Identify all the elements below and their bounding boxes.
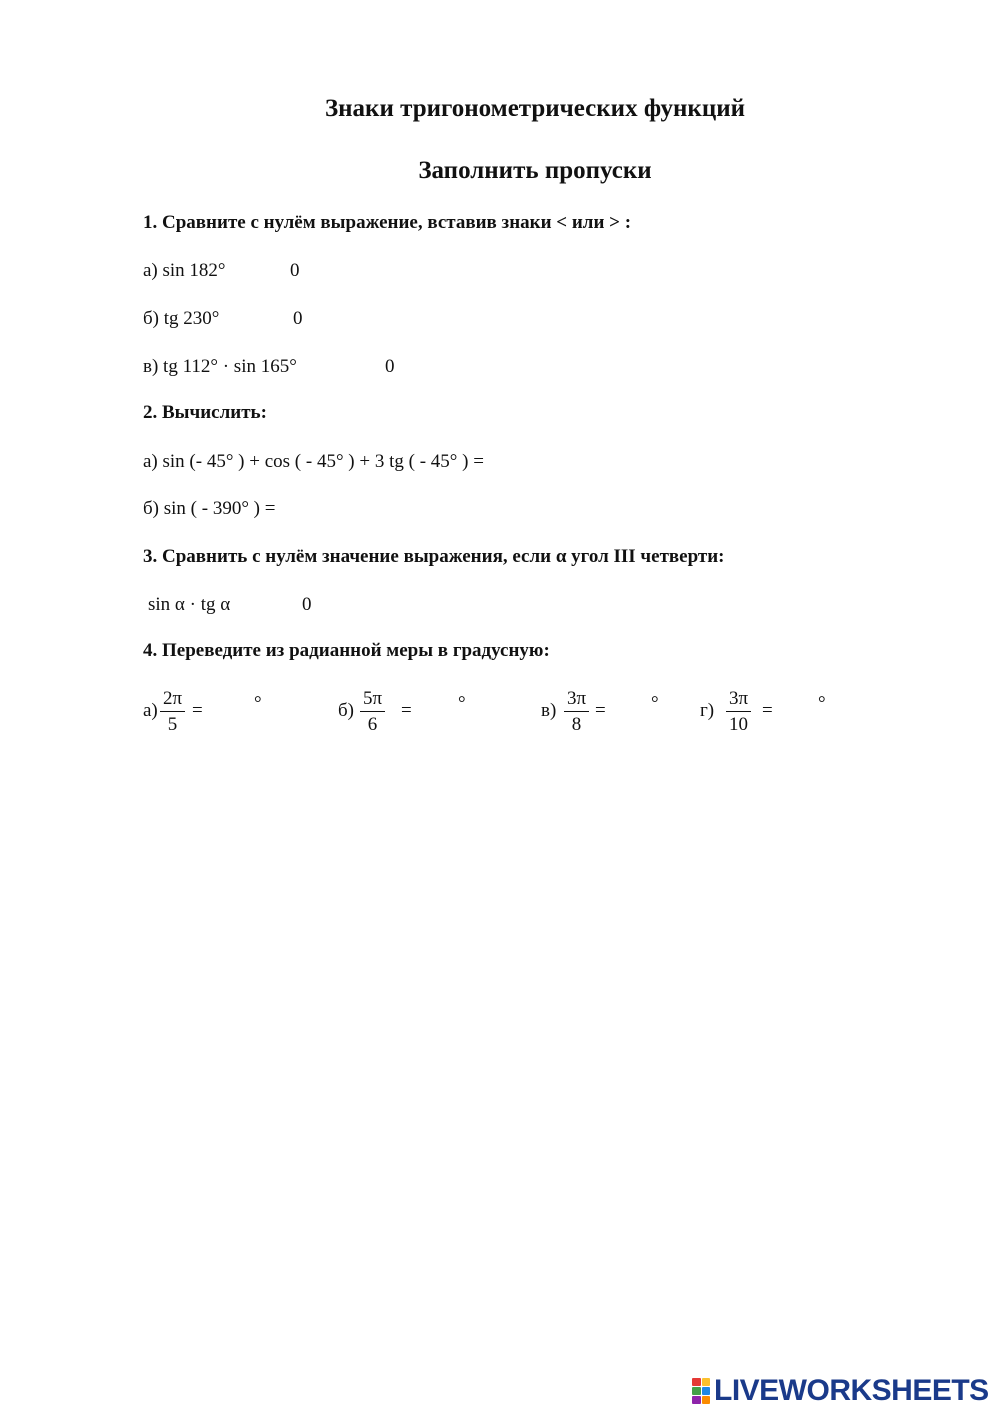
task-4b-numerator: 5π — [360, 687, 385, 712]
task-2-heading: 2. Вычислить: — [143, 402, 267, 423]
task-3-zero: 0 — [302, 594, 312, 615]
liveworksheets-logo-icon — [692, 1378, 710, 1404]
task-4c-label: в) — [541, 700, 557, 721]
task-2a-expression: а) sin (- 45° ) + cos ( - 45° ) + 3 tg ( - 45° ) = — [143, 451, 484, 472]
task-1a-expression: а) sin 182° — [143, 260, 226, 281]
task-1c-zero: 0 — [385, 356, 395, 377]
task-1b-expression: б) tg 230° — [143, 308, 220, 329]
task-4c-numerator: 3π — [564, 687, 589, 712]
task-4b-label: б) — [338, 700, 354, 721]
task-4b-denominator: 6 — [367, 714, 378, 735]
task-4d-fraction — [726, 687, 751, 738]
page-subtitle: Заполнить пропуски — [418, 157, 652, 184]
logo-block — [702, 1396, 711, 1404]
task-4d-denominator: 10 — [729, 714, 749, 735]
page-title: Знаки тригонометрических функций — [324, 95, 746, 122]
task-4b-fraction — [360, 687, 385, 738]
task-4a-denominator: 5 — [167, 714, 178, 735]
task-4d-numerator: 3π — [726, 687, 751, 712]
task-3-heading: 3. Сравнить с нулём значение выражения, если α угол III четверти: — [143, 546, 725, 567]
task-4b-equals: = — [401, 700, 412, 721]
logo-block — [702, 1387, 711, 1395]
task-4c-fraction — [564, 687, 589, 738]
task-1a-zero: 0 — [290, 260, 300, 281]
task-4d-degree: ° — [818, 693, 826, 714]
liveworksheets-logo — [692, 1374, 989, 1408]
task-4a-equals: = — [192, 700, 203, 721]
task-4b-degree: ° — [458, 693, 466, 714]
task-4a-label: а) — [143, 700, 158, 721]
task-4d-label: г) — [700, 700, 715, 721]
task-4a-fraction — [160, 687, 185, 738]
task-4-heading: 4. Переведите из радианной меры в градусную: — [143, 640, 550, 661]
task-4a-numerator: 2π — [160, 687, 185, 712]
task-4c-degree: ° — [651, 693, 659, 714]
logo-block — [692, 1387, 701, 1395]
task-4a-degree: ° — [254, 693, 262, 714]
liveworksheets-logo-text: LIVEWORKSHEETS — [714, 1374, 989, 1407]
task-4d-equals: = — [762, 700, 773, 721]
logo-block — [702, 1378, 711, 1386]
task-4c-denominator: 8 — [571, 714, 582, 735]
logo-block — [692, 1396, 701, 1404]
task-3-expression: sin α · tg α — [148, 594, 231, 615]
task-1c-expression: в) tg 112° · sin 165° — [143, 356, 297, 377]
task-1b-zero: 0 — [293, 308, 303, 329]
task-4c-equals: = — [595, 700, 606, 721]
task-1-heading: 1. Сравните с нулём выражение, вставив знаки < или > : — [143, 212, 632, 233]
task-2b-expression: б) sin ( - 390° ) = — [143, 498, 276, 519]
logo-block — [692, 1378, 701, 1386]
